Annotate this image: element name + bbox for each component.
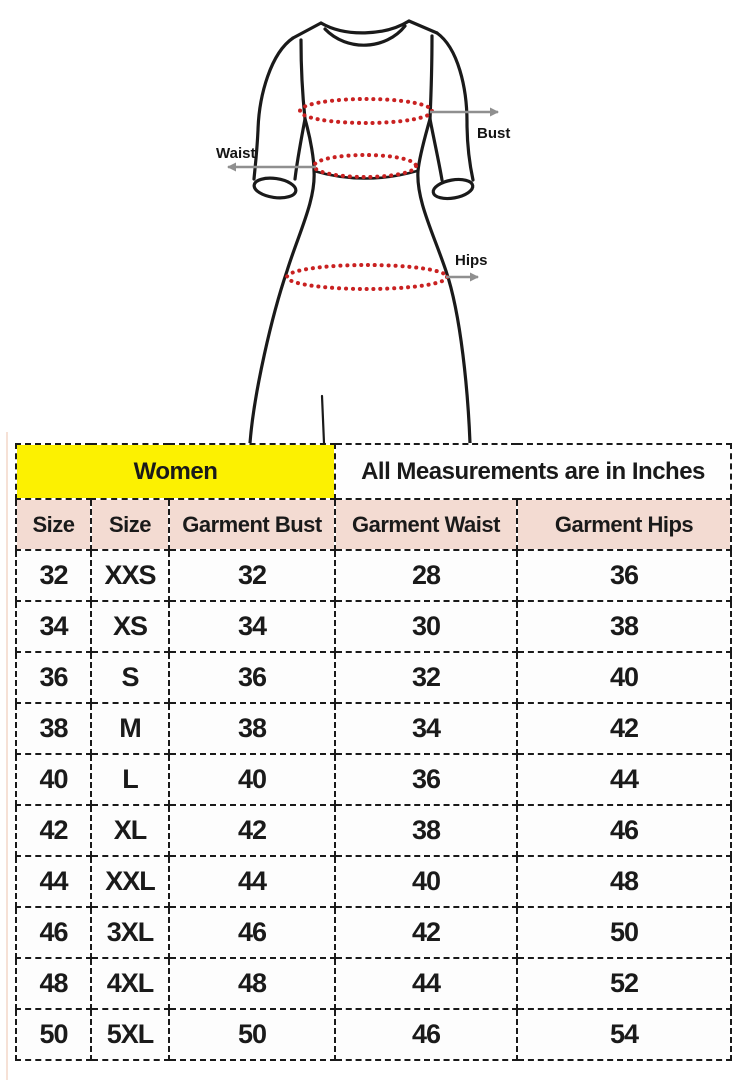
table-cell: 32	[169, 550, 335, 601]
table-cell: M	[91, 703, 169, 754]
table-cell: 30	[335, 601, 517, 652]
table-cell: 36	[517, 550, 731, 601]
table-cell: 40	[335, 856, 517, 907]
table-cell: 48	[517, 856, 731, 907]
table-cell: 42	[517, 703, 731, 754]
table-row	[16, 754, 731, 805]
right-shoulder	[409, 21, 437, 33]
table-cell: 44	[517, 754, 731, 805]
table-cell: 36	[169, 652, 335, 703]
garment-measurement-diagram	[0, 0, 746, 443]
table-cell: 46	[517, 805, 731, 856]
table-cell: 46	[169, 907, 335, 958]
table-cell: 44	[335, 958, 517, 1009]
table-cell: 36	[335, 754, 517, 805]
table-cell: 38	[169, 703, 335, 754]
table-cell: 42	[169, 805, 335, 856]
group-header-row	[16, 444, 731, 499]
table-cell: L	[91, 754, 169, 805]
table-row	[16, 652, 731, 703]
table-cell: 46	[16, 907, 91, 958]
table-row	[16, 907, 731, 958]
table-cell: S	[91, 652, 169, 703]
left-edge-artifact	[6, 432, 8, 1080]
table-cell: 34	[169, 601, 335, 652]
hips-measure-ellipse	[287, 265, 447, 289]
bust-measure-ellipse	[300, 99, 432, 123]
hips-label: Hips	[455, 252, 488, 269]
table-cell: 50	[517, 907, 731, 958]
table-cell: 40	[16, 754, 91, 805]
table-cell: XXS	[91, 550, 169, 601]
column-header-size: Size	[91, 499, 169, 550]
table-row	[16, 703, 731, 754]
table-cell: 52	[517, 958, 731, 1009]
women-header-cell: Women	[16, 444, 335, 499]
column-header-garment-bust: Garment Bust	[169, 499, 335, 550]
table-row	[16, 805, 731, 856]
table-cell: XS	[91, 601, 169, 652]
table-cell: 34	[335, 703, 517, 754]
left-sleeve-inner	[295, 119, 305, 179]
left-cuff	[253, 176, 297, 201]
table-cell: XXL	[91, 856, 169, 907]
table-cell: 50	[16, 1009, 91, 1060]
skirt-slit	[322, 396, 324, 443]
table-cell: 36	[16, 652, 91, 703]
table-cell: 42	[335, 907, 517, 958]
left-sleeve-outer	[254, 38, 293, 179]
units-header-cell: All Measurements are in Inches	[335, 444, 731, 499]
right-sleeve-inner	[430, 119, 442, 180]
table-row	[16, 958, 731, 1009]
table-cell: 50	[169, 1009, 335, 1060]
table-cell: 44	[16, 856, 91, 907]
right-sleeve-outer	[437, 33, 473, 180]
table-cell: 34	[16, 601, 91, 652]
table-cell: 42	[16, 805, 91, 856]
right-cuff	[432, 177, 475, 202]
table-cell: 28	[335, 550, 517, 601]
column-header-garment-hips: Garment Hips	[517, 499, 731, 550]
waist-label: Waist	[216, 145, 256, 162]
table-cell: 38	[16, 703, 91, 754]
size-table	[15, 443, 732, 1061]
table-cell: XL	[91, 805, 169, 856]
table-row	[16, 856, 731, 907]
table-cell: 40	[517, 652, 731, 703]
left-shoulder	[293, 23, 321, 38]
table-row	[16, 550, 731, 601]
dress-outline	[250, 21, 474, 443]
table-row	[16, 601, 731, 652]
table-cell: 54	[517, 1009, 731, 1060]
column-header-row	[16, 499, 731, 550]
table-cell: 48	[169, 958, 335, 1009]
table-cell: 38	[335, 805, 517, 856]
table-cell: 4XL	[91, 958, 169, 1009]
table-cell: 5XL	[91, 1009, 169, 1060]
table-cell: 40	[169, 754, 335, 805]
column-header-size: Size	[16, 499, 91, 550]
right-bodice-seam	[430, 36, 432, 119]
table-cell: 44	[169, 856, 335, 907]
table-cell: 48	[16, 958, 91, 1009]
table-cell: 46	[335, 1009, 517, 1060]
table-row	[16, 1009, 731, 1060]
table-cell: 32	[16, 550, 91, 601]
bust-label: Bust	[477, 125, 511, 142]
column-header-garment-waist: Garment Waist	[335, 499, 517, 550]
size-table-body	[16, 550, 731, 1060]
table-cell: 38	[517, 601, 731, 652]
neckline-outer	[321, 21, 409, 33]
table-cell: 32	[335, 652, 517, 703]
table-cell: 3XL	[91, 907, 169, 958]
